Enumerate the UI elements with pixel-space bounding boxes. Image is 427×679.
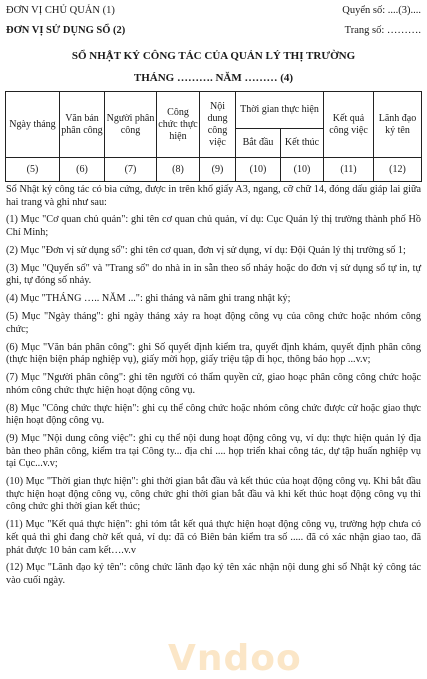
book-number-label: Quyển số: ....(3).... [342,5,421,16]
instruction-item: (5) Mục "Ngày tháng": ghi ngày tháng xảy ra hoạt động công vụ của công chức hoặc nhóm công chức; [6,311,421,335]
instruction-item: (12) Mục "Lãnh đạo ký tên": công chức lãnh đạo ký tên xác nhận nội dung ghi sổ Nhật ký công tác vào cuối ngày. [6,562,421,586]
header-time-group: Thời gian thực hiện [236,92,324,129]
site-watermark-logo: Vndoo [168,638,302,679]
instruction-item: (9) Mục "Nội dung công việc": ghi cụ thể nội dung hoạt động công vụ, ví dụ: thực hiện quản lý địa bàn theo phân công, kiểm tra tại Công ty... địa chỉ .... họp triển khai công tác, dự tập huấn nghiệp vụ tại Cục...v.v; [6,433,421,470]
header-result: Kết quả công việc [324,92,374,158]
column-number: (8) [157,158,200,182]
instruction-item: (2) Mục "Đơn vị sử dụng sổ": ghi tên cơ quan, đơn vị sử dụng, ví dụ: Đội Quản lý thị trường số 1; [6,244,406,256]
header-executor: Công chức thực hiện [157,92,200,158]
instruction-item: (11) Mục "Kết quả thực hiện": ghi tóm tắt kết quả thực hiện hoạt động công vụ, trường hợp chưa có kết quả thì ghi đang chờ kết quả, ví dụ: đã có Biên bản kiểm tra số ..... đã có xác nhận giao tao, đã phát được 10 bản cam kết….v.v [6,519,421,556]
log-table [5,91,422,182]
header-leader: Lãnh đạo ký tên [374,92,422,158]
instruction-item: (1) Mục "Cơ quan chủ quản": ghi tên cơ quan chủ quản, ví dụ: Cục Quản lý thị trường thành phố Hồ Chí Minh; [6,214,421,239]
instruction-item: (4) Mục "THÁNG ….. NĂM ...": ghi tháng và năm ghi trang nhật ký; [6,293,291,305]
column-number: (6) [60,158,105,182]
header-date: Ngày tháng [6,92,60,158]
column-number-row [6,158,422,182]
header-assigner: Người phân công [105,92,157,158]
column-number: (11) [324,158,374,182]
document-subtitle: THÁNG ………. NĂM ……… (4) [133,72,294,84]
header-content: Nội dung công việc [200,92,236,158]
intro-paragraph: Sổ Nhật ký công tác có bìa cứng, được in trên khổ giấy A3, ngang, cỡ chữ 14, đóng dấu giáp lai giữa hai trang và ghi như sau: [6,184,421,208]
page-number-label: Trang số: ………. [344,25,421,36]
instruction-item: (7) Mục "Người phân công": ghi tên người có thẩm quyền cử, giao hoạc phân công công chức hoặc nhóm công chức thực hiện hoạt động công vụ. [6,372,421,396]
header-assignment-doc: Văn bản phân công [60,92,105,158]
instruction-item: (8) Mục "Công chức thực hiện": ghi cụ thể công chức hoặc nhóm công chức được cử hoặc giao thực hiện hoạt động công vụ. [6,402,421,427]
instructions-body [6,184,421,593]
header-start: Bắt đầu [236,129,281,158]
column-number: (12) [374,158,422,182]
instruction-item: (6) Mục "Văn bản phân công": ghi Số quyết định kiểm tra, quyết định khám, quyết định phân công (thực hiện biện pháp nghiệp vụ), giấy mời họp, giấy triệu tập đi học, thông báo họp ...v.v; [6,341,421,366]
column-number: (7) [105,158,157,182]
parent-agency-label: ĐƠN VỊ CHỦ QUẢN (1) [6,5,115,16]
instruction-item: (3) Mục "Quyển số" và "Trang số" do nhà in in sẵn theo số nhảy hoặc do đơn vị sử dụng sổ tự in, tự ghi, tự đóng số nhảy. [6,262,421,287]
column-number: (10) [236,158,281,182]
column-number: (10) [281,158,324,182]
instruction-item: (10) Mục "Thời gian thực hiện": ghi thời gian bắt đầu và kết thúc của hoạt động công vụ. Khi bắt đầu thực hiện hoạt động công vụ, công chức ghi thời gian bắt đầu và khi kết thúc hoạt động công vụ thì công chức ghi thời gian kết thúc; [6,476,421,513]
document-title: SỔ NHẬT KÝ CÔNG TÁC CỦA QUẢN LÝ THỊ TRƯỜNG [71,50,356,62]
user-unit-label: ĐƠN VỊ SỬ DỤNG SỔ (2) [6,25,126,36]
column-number: (9) [200,158,236,182]
header-end: Kết thúc [281,129,324,158]
column-number: (5) [6,158,60,182]
